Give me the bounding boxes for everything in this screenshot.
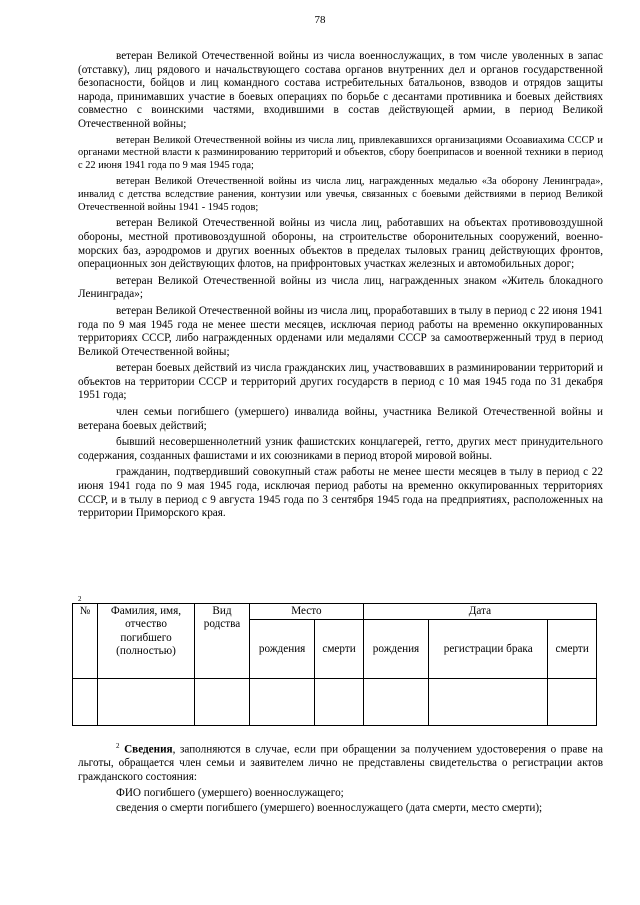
body-text <box>78 50 603 524</box>
table-cell <box>363 679 428 726</box>
paragraph-9: бывший несовершеннолетний узник фашистских концлагерей, гетто, других мест принудительного содержания, созданных фашистами и их союзниками в период второй мировой войны. <box>78 436 603 462</box>
paragraph-4: ветеран Великой Отечественной войны из числа лиц, работавших на объектах противовоздушной обороны, местной противовоздушной обороны, на строительстве оборонительных сооружений, военно-морских баз, аэродромов и других военных объектов в пределах тыловых границ действующих фронтов, операционных зон действующих флотов, на прифронтовых участках железных и автомобильных дорог; <box>78 217 603 271</box>
table-row <box>73 679 597 726</box>
footnote-intro <box>78 740 603 785</box>
footnote-sup: 2 <box>116 742 120 750</box>
table-cell <box>195 679 250 726</box>
footnote-item-1: ФИО погибшего (умершего) военнослужащего; <box>116 786 344 799</box>
header-date: Дата <box>363 604 596 620</box>
paragraph-1: ветеран Великой Отечественной войны из числа военнослужащих, в том числе уволенных в запас (отставку), лиц рядового и начальствующего состава органов внутренних дел и органов государственной безопасности, бойцов и лиц командного состава истребительных батальонов, взводов и отрядов защиты народа, принимавших участие в боевых операциях по борьбе с десантами противника и боевых действиях совместно с воинскими частями, входившими в состав действующей армии, в период Великой Отечественной войны; <box>78 50 603 130</box>
footnote-item-2: сведения о смерти погибшего (умершего) военнослужащего (дата смерти, место смерти); <box>116 802 543 815</box>
subheader-date-birth: рождения <box>363 620 428 679</box>
subheader-date-death: смерти <box>548 620 597 679</box>
table-cell <box>98 679 195 726</box>
table-cell <box>429 679 548 726</box>
subheader-date-marriage: регистрации брака <box>429 620 548 679</box>
paragraph-6: ветеран Великой Отечественной войны из числа лиц, проработавших в тылу в период с 22 июня 1941 года по 9 мая 1945 года не менее шести месяцев, исключая период работы на временно оккупированных территориях СССР, либо награжденных орденами или медалями СССР за самоотверженный труд в период Великой Отечественной войны; <box>78 304 603 358</box>
footnote-bold: Сведения <box>124 743 173 756</box>
subheader-place-birth: рождения <box>250 620 315 679</box>
table-header-row <box>73 604 597 620</box>
table-cell <box>73 679 98 726</box>
footnote-marker: 2 <box>78 595 82 603</box>
header-name: Фамилия, имя, отчество погибшего (полностью) <box>98 604 195 679</box>
paragraph-2: ветеран Великой Отечественной войны из числа лиц, привлекавшихся организациями Осоавиахима СССР и органами местной власти к разминированию территорий и объектов, сбору боеприпасов и военной техники в период с 22 июня 1941 года по 9 мая 1945 года; <box>78 134 603 172</box>
subheader-place-death: смерти <box>315 620 364 679</box>
page-number: 78 <box>314 14 326 26</box>
table-cell <box>315 679 364 726</box>
paragraph-5: ветеран Великой Отечественной войны из числа лиц, награжденных знаком «Житель блокадного Ленинграда»; <box>78 274 603 301</box>
paragraph-3: ветеран Великой Отечественной войны из числа лиц, награжденных медалью «За оборону Ленинграда», инвалид с детства вследствие ранения, контузии или увечья, связанных с боевыми действиями в период Великой Отечественной войны 1941 - 1945 годов; <box>78 175 603 213</box>
paragraph-8: член семьи погибшего (умершего) инвалида войны, участника Великой Отечественной войны и ветерана боевых действий; <box>78 406 603 432</box>
table-cell <box>250 679 315 726</box>
header-place: Место <box>250 604 364 620</box>
footnotes <box>78 740 603 818</box>
footnote-text: , заполняются в случае, если при обращении за получением удостоверения о праве на льготы, обращается член семьи и заявителем лично не представлены свидетельства о регистрации актов гражданского состояния: <box>78 743 603 783</box>
table-cell <box>548 679 597 726</box>
paragraph-7: ветеран боевых действий из числа гражданских лиц, участвовавших в разминировании территорий и объектов на территории СССР и территорий других государств в период с 10 мая 1945 года по 31 декабря 1951 года; <box>78 362 603 402</box>
family-table <box>72 603 597 726</box>
header-number: № <box>73 604 98 679</box>
paragraph-10: гражданин, подтвердивший совокупный стаж работы не менее шести месяцев в тылу в период с 22 июня 1941 года по 9 мая 1945 года, исключая период работы на временно оккупированных территориях СССР, и в тылу в период с 9 августа 1945 года по 3 сентября 1945 года на предприятиях, расположенных на территории Приморского края. <box>78 466 603 520</box>
header-relation: Вид родства <box>195 604 250 679</box>
